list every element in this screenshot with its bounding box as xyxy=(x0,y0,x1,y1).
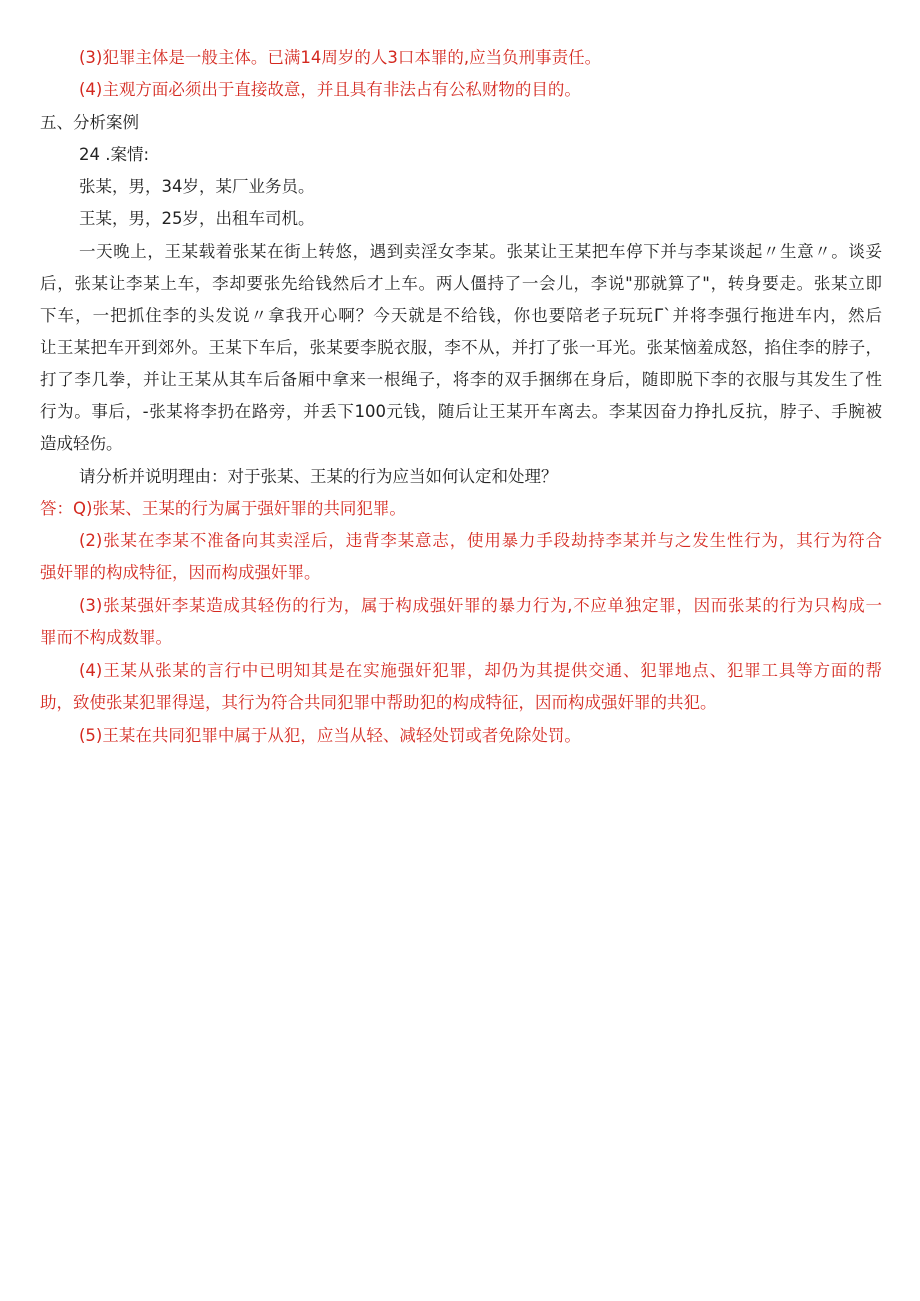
case-person-wang: 王某，男，25岁，出租车司机。 xyxy=(79,209,315,228)
prev-answer-item-4: (4)主观方面必须出于直接故意，并且具有非法占有公私财物的目的。 xyxy=(79,80,581,99)
prev-answer-item-3: (3)犯罪主体是一般主体。已满14周岁的人3口本罪的,应当负刑事责任。 xyxy=(79,48,602,67)
case-person-zhang: 张某，男，34岁，某厂业务员。 xyxy=(79,177,315,196)
question-prompt: 请分析并说明理由：对于张某、王某的行为应当如何认定和处理？ xyxy=(79,467,558,486)
section-heading: 五、分析案例 xyxy=(40,113,139,132)
question-number: 24 .案情: xyxy=(79,145,150,164)
case-narrative-line: 让王某把车开到郊外。王某下车后，张某要李脱衣服，李不从，并打了张一耳光。张某恼羞成怒，掐住李的脖子， xyxy=(40,338,882,357)
answer-point-3: (3)张某强奸李某造成其轻伤的行为，属于构成强奸罪的暴力行为,不应单独定罪，因而张某的行为只构成一 xyxy=(79,596,882,615)
case-narrative-line: 一天晚上，王某载着张某在街上转悠，遇到卖淫女李某。张某让王某把车停下并与李某谈起〃生意〃。谈妥 xyxy=(79,242,882,261)
answer-point-4: (4)王某从张某的言行中已明知其是在实施强奸犯罪，却仍为其提供交通、犯罪地点、犯罪工具等方面的帮 xyxy=(79,661,882,680)
case-narrative-line: 打了李几拳，并让王某从其车后备厢中拿来一根绳子，将李的双手捆绑在身后，随即脱下李的衣服与其发生了性 xyxy=(40,370,882,389)
answer-point-4-cont: 助，致使张某犯罪得逞，其行为符合共同犯罪中帮助犯的构成特征，因而构成强奸罪的共犯。 xyxy=(40,693,717,712)
answer-point-3-cont: 罪而不构成数罪。 xyxy=(40,628,172,647)
case-narrative-line: 后，张某让李某上车，李却要张先给钱然后才上车。两人僵持了一会儿，李说"那就算了"，转身要走。张某立即 xyxy=(40,274,882,293)
answer-point-5: (5)王某在共同犯罪中属于从犯，应当从轻、减轻处罚或者免除处罚。 xyxy=(79,726,581,745)
case-narrative-line: 下车，一把抓住李的头发说〃拿我开心啊？今天就是不给钱，你也要陪老子玩玩Γ`并将李强行拖进车内，然后 xyxy=(40,306,882,325)
case-narrative-line: 行为。事后，-张某将李扔在路旁，并丢下100元钱，随后让王某开车离去。李某因奋力挣扎反抗，脖子、手腕被 xyxy=(40,402,882,421)
answer-point-2-cont: 强奸罪的构成特征，因而构成强奸罪。 xyxy=(40,563,321,582)
answer-point-2: (2)张某在李某不准备向其卖淫后，违背李某意志，使用暴力手段劫持李某并与之发生性行为，其行为符合 xyxy=(79,531,882,550)
case-narrative-line: 造成轻伤。 xyxy=(40,434,123,453)
answer-point-1: 答：Q)张某、王某的行为属于强奸罪的共同犯罪。 xyxy=(40,499,406,518)
